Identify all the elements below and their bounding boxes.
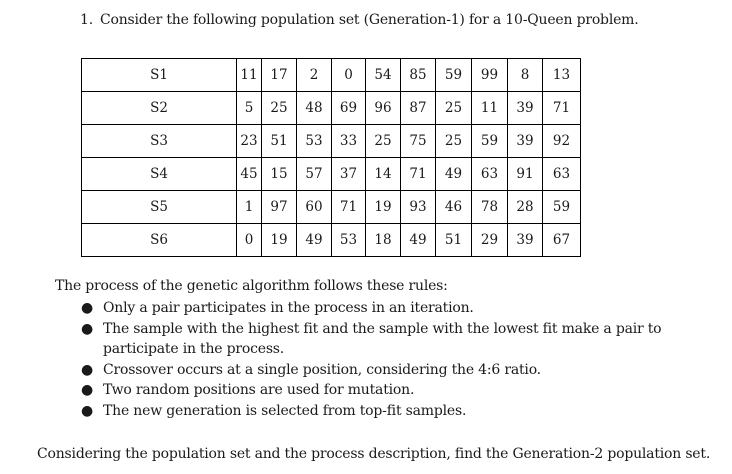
gene-cell: 60 bbox=[297, 191, 332, 224]
table-row bbox=[82, 125, 581, 158]
gene-cell: 37 bbox=[332, 158, 366, 191]
task-statement: Considering the population set and the process description, find the Generation-2 population set. bbox=[37, 446, 711, 462]
question-text: Consider the following population set (Generation-1) for a 10-Queen problem. bbox=[99, 12, 639, 28]
list-item bbox=[80, 360, 680, 381]
bullet-icon: ● bbox=[81, 382, 94, 398]
gene-cell: 46 bbox=[436, 191, 472, 224]
gene-cell: 39 bbox=[508, 92, 543, 125]
question-number: 1. bbox=[80, 12, 93, 28]
gene-cell: 92 bbox=[543, 125, 581, 158]
process-intro: The process of the genetic algorithm follows these rules: bbox=[55, 278, 448, 294]
rules-list bbox=[80, 298, 680, 421]
gene-cell: 39 bbox=[508, 125, 543, 158]
bullet-icon: ● bbox=[81, 402, 94, 419]
gene-cell: 2 bbox=[297, 59, 332, 92]
gene-cell: 71 bbox=[332, 191, 366, 224]
gene-cell: 91 bbox=[508, 158, 543, 191]
gene-cell: 0 bbox=[332, 59, 366, 92]
bullet-icon: ● bbox=[81, 361, 94, 378]
gene-cell: 49 bbox=[297, 224, 332, 257]
gene-cell: 69 bbox=[332, 92, 366, 125]
gene-cell: 75 bbox=[401, 125, 436, 158]
gene-cell: 59 bbox=[543, 191, 581, 224]
gene-cell: 57 bbox=[297, 158, 332, 191]
rule-text: Two random positions are used for mutation. bbox=[103, 382, 415, 398]
table-row bbox=[82, 92, 581, 125]
gene-cell: 59 bbox=[436, 59, 472, 92]
gene-cell: 85 bbox=[401, 59, 436, 92]
gene-cell: 11 bbox=[472, 92, 508, 125]
list-item bbox=[80, 319, 680, 360]
gene-cell: 93 bbox=[401, 191, 436, 224]
question-heading bbox=[80, 12, 639, 28]
gene-cell: 45 bbox=[237, 158, 262, 191]
sample-label: S6 bbox=[82, 224, 237, 257]
gene-cell: 67 bbox=[543, 224, 581, 257]
gene-cell: 39 bbox=[508, 224, 543, 257]
gene-cell: 29 bbox=[472, 224, 508, 257]
gene-cell: 63 bbox=[543, 158, 581, 191]
gene-cell: 25 bbox=[366, 125, 401, 158]
gene-cell: 28 bbox=[508, 191, 543, 224]
bullet-icon: ● bbox=[81, 300, 94, 316]
gene-cell: 71 bbox=[401, 158, 436, 191]
gene-cell: 99 bbox=[472, 59, 508, 92]
gene-cell: 33 bbox=[332, 125, 366, 158]
gene-cell: 51 bbox=[262, 125, 297, 158]
gene-cell: 0 bbox=[237, 224, 262, 257]
list-item bbox=[80, 380, 680, 401]
gene-cell: 53 bbox=[297, 125, 332, 158]
gene-cell: 48 bbox=[297, 92, 332, 125]
table-row bbox=[82, 191, 581, 224]
gene-cell: 51 bbox=[436, 224, 472, 257]
gene-cell: 18 bbox=[366, 224, 401, 257]
gene-cell: 53 bbox=[332, 224, 366, 257]
gene-cell: 25 bbox=[436, 92, 472, 125]
gene-cell: 23 bbox=[237, 125, 262, 158]
gene-cell: 5 bbox=[237, 92, 262, 125]
sample-label: S5 bbox=[82, 191, 237, 224]
gene-cell: 59 bbox=[472, 125, 508, 158]
list-item bbox=[80, 401, 680, 422]
gene-cell: 13 bbox=[543, 59, 581, 92]
gene-cell: 25 bbox=[436, 125, 472, 158]
gene-cell: 19 bbox=[366, 191, 401, 224]
gene-cell: 49 bbox=[401, 224, 436, 257]
bullet-icon: ● bbox=[81, 320, 94, 337]
gene-cell: 63 bbox=[472, 158, 508, 191]
gene-cell: 1 bbox=[237, 191, 262, 224]
rule-text: The new generation is selected from top-fit samples. bbox=[103, 402, 467, 419]
gene-cell: 11 bbox=[237, 59, 262, 92]
gene-cell: 17 bbox=[262, 59, 297, 92]
gene-cell: 14 bbox=[366, 158, 401, 191]
sample-label: S2 bbox=[82, 92, 237, 125]
sample-label: S1 bbox=[82, 59, 237, 92]
rule-text: The sample with the highest fit and the sample with the lowest fit make a pair to participate in the process. bbox=[103, 320, 662, 357]
table-row bbox=[82, 158, 581, 191]
gene-cell: 15 bbox=[262, 158, 297, 191]
gene-cell: 78 bbox=[472, 191, 508, 224]
gene-cell: 25 bbox=[262, 92, 297, 125]
rule-text: Only a pair participates in the process in an iteration. bbox=[103, 300, 474, 316]
sample-label: S4 bbox=[82, 158, 237, 191]
table-row bbox=[82, 224, 581, 257]
gene-cell: 19 bbox=[262, 224, 297, 257]
table-row bbox=[82, 59, 581, 92]
gene-cell: 96 bbox=[366, 92, 401, 125]
list-item bbox=[80, 298, 680, 319]
sample-label: S3 bbox=[82, 125, 237, 158]
rule-text: Crossover occurs at a single position, considering the 4:6 ratio. bbox=[103, 361, 541, 378]
gene-cell: 97 bbox=[262, 191, 297, 224]
gene-cell: 54 bbox=[366, 59, 401, 92]
gene-cell: 87 bbox=[401, 92, 436, 125]
gene-cell: 8 bbox=[508, 59, 543, 92]
gene-cell: 71 bbox=[543, 92, 581, 125]
population-table bbox=[81, 58, 581, 257]
gene-cell: 49 bbox=[436, 158, 472, 191]
